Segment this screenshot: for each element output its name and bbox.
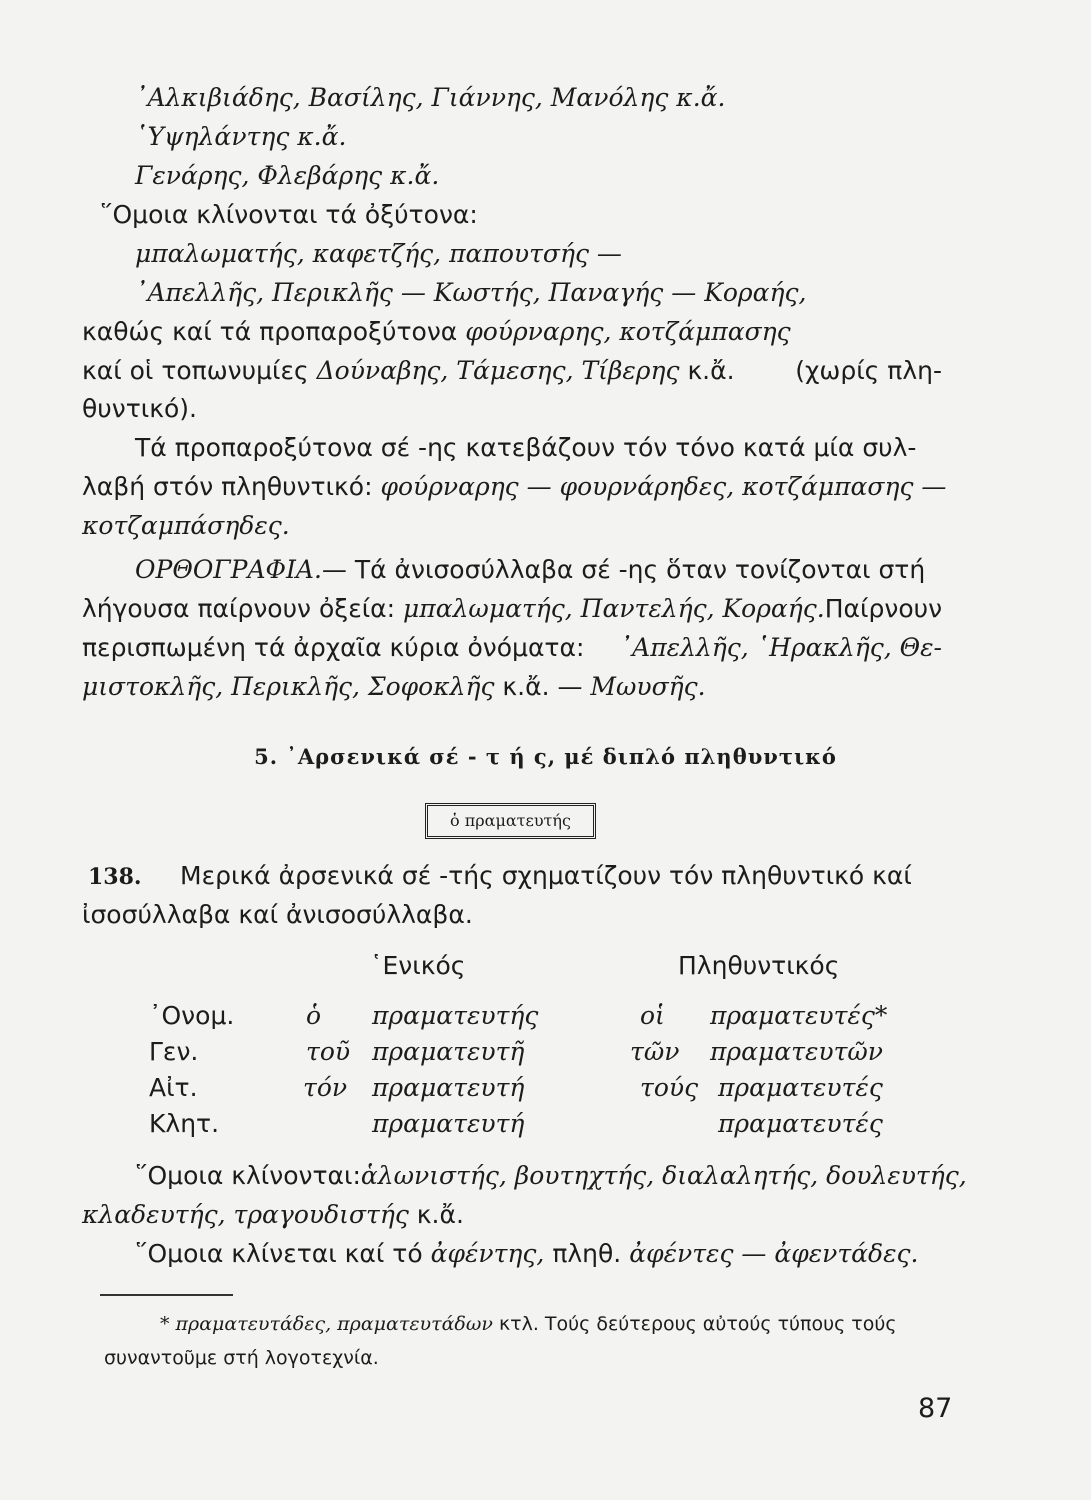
table-singular-form: πραματευτῆ [372,1037,525,1066]
text-line: μιστοκλῆς, Περικλῆς, Σοφοκλῆς κ.ἄ. — Μωυσῆς. [82,672,706,701]
text-line: κλαδευτής, τραγουδιστής κ.ἄ. [82,1200,464,1229]
table-singular-form: πραματευτής [372,1001,539,1030]
text-line: ῞Ομοια κλίνεται καί τό ἀφέντης, πληθ. ἀφέντες — ἀφεντάδες. [135,1239,919,1268]
table-plural-form: πραματευτές [718,1073,883,1102]
table-plural-form: πραματευτές* [710,1001,888,1030]
paragraph-number: 138. [88,864,142,890]
text-line: λαβή στόν πληθυντικό: φούρναρης — φουρνάρηδες, κοτζάμπασης — [82,472,947,501]
footnote-divider [100,1294,233,1296]
text-line: ῾Υψηλάντης κ.ἄ. [135,122,347,151]
table-article: τοῦ [306,1037,351,1066]
text-line: ᾿Απελλῆς, Περικλῆς — Κωστής, Παναγής — Κοραής, [135,278,807,307]
table-article: οἱ [640,1001,665,1030]
text-line: Τά προπαροξύτονα σέ -ης κατεβάζουν τόν τόνο κατά μία συλ- [135,433,917,462]
table-plural-form: πραματευτές [718,1109,883,1138]
table-article: τούς [640,1073,699,1102]
table-article: ὁ [306,1001,322,1030]
footnote-line: * πραματευτάδες, πραματευτάδων κτλ. Τούς δεύτερους αὐτούς τύπους τούς [160,1313,897,1335]
text-line: Γενάρης, Φλεβάρης κ.ἄ. [135,161,440,190]
text-line: κοτζαμπάσηδες. [82,511,290,540]
text-line: μπαλωματής, καφετζής, παπουτσής — [135,239,622,268]
table-case-label: ᾿Ονομ. [149,1001,235,1030]
text-line: ῞Ομοια κλίνονται: ἁλωνιστής, βουτηχτής, διαλαλητής, δουλευτής, [135,1161,967,1190]
table-header-singular: ῾Ενικός [370,951,466,980]
table-case-label: Κλητ. [149,1109,220,1138]
table-plural-form: πραματευτῶν [710,1037,883,1066]
page-number: 87 [918,1393,953,1424]
text-line: ᾿Αλκιβιάδης, Βασίλης, Γιάννης, Μανόλης κ.ἄ. [135,83,726,112]
table-article: τόν [303,1073,348,1102]
paragraph-138-line1 [88,860,142,893]
text-line: ῞Ομοια κλίνονται τά ὀξύτονα: [100,200,478,229]
text-line: θυντικό). [82,394,197,423]
text-line: περισπωμένη τά ἀρχαῖα κύρια ὀνόματα: ᾿Απελλῆς, ῾Ηρακλῆς, Θε- [82,633,942,662]
text-line: καθώς καί τά προπαροξύτονα φούρναρης, κοτζάμπασης [82,317,791,346]
section-heading: 5. ᾿Αρσενικά σέ - τ ή ς, μέ διπλό πληθυντικό [254,744,837,769]
text-line: λήγουσα παίρνουν ὀξεία: μπαλωματής, Παντελής, Κοραής. Παίρνουν [82,594,943,623]
table-singular-form: πραματευτή [372,1073,525,1102]
text-line: καί οἱ τοπωνυμίες Δούναβης, Τάμεσης, Τίβερης κ.ἄ. (χωρίς πλη- [82,356,942,385]
table-singular-form: πραματευτή [372,1109,525,1138]
table-case-label: Γεν. [149,1037,199,1066]
text-line: Μερικά ἀρσενικά σέ -τής σχηματίζουν τόν πληθυντικό καί [180,861,912,890]
boxed-example-word: ὁ πραματευτής [425,803,596,839]
table-article: τῶν [630,1037,680,1066]
footnote-line: συναντοῦμε στή λογοτεχνία. [104,1347,379,1369]
table-header-plural: Πληθυντικός [678,951,840,980]
text-line: ἰσοσύλλαβα καί ἀνισοσύλλαβα. [82,900,473,929]
orthography-line: ΟΡΘΟΓΡΑΦΙΑ.— Τά ἀνισοσύλλαβα σέ -ης ὅταν τονίζονται στή [135,555,926,584]
table-case-label: Αἰτ. [149,1073,198,1102]
